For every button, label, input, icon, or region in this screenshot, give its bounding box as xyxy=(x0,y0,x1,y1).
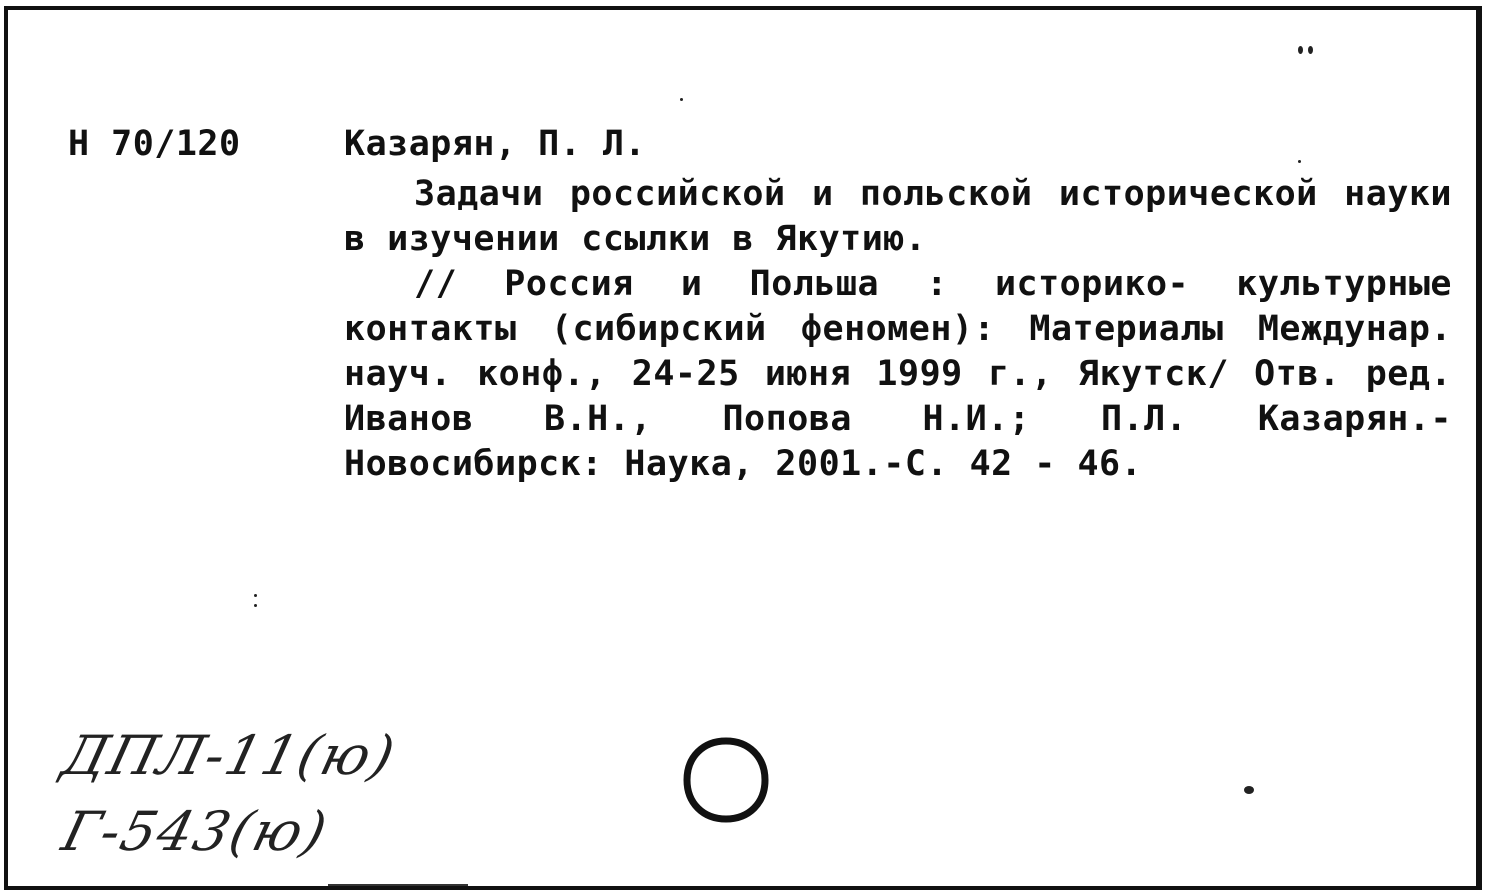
speck-mark xyxy=(1298,160,1301,163)
shelfmark: Н 70/120 xyxy=(68,124,241,164)
speck-mark xyxy=(1244,786,1254,794)
author-heading: Казарян, П. Л. xyxy=(344,124,647,164)
handwritten-note-2: Г-543(ю) xyxy=(56,800,335,863)
speck-mark xyxy=(254,604,257,607)
speck-mark xyxy=(680,98,683,101)
bibliographic-description xyxy=(344,172,1452,487)
speck-mark xyxy=(1298,46,1303,54)
handwritten-note-1: ДПЛ-11(ю) xyxy=(56,724,403,787)
source-details: // Россия и Польша : историко- культурные контакты (сибирский феномен): Материалы Междунар. науч. конф., 24-25 июня 1999 г., Якутск/ Отв. ред. Иванов В.Н., Попова Н.И.; П.Л. Казарян.- Новосибирск: Наука, 2001.-С. 42 - 46. xyxy=(344,264,1452,484)
speck-mark xyxy=(254,594,257,597)
catalog-card xyxy=(4,6,1482,890)
circle-stamp-icon xyxy=(681,735,771,825)
scan-artifact-line xyxy=(328,884,468,886)
speck-mark xyxy=(1308,46,1313,54)
publication-title: Задачи российской и польской исторической науки в изучении ссылки в Якутию. xyxy=(344,174,1452,259)
